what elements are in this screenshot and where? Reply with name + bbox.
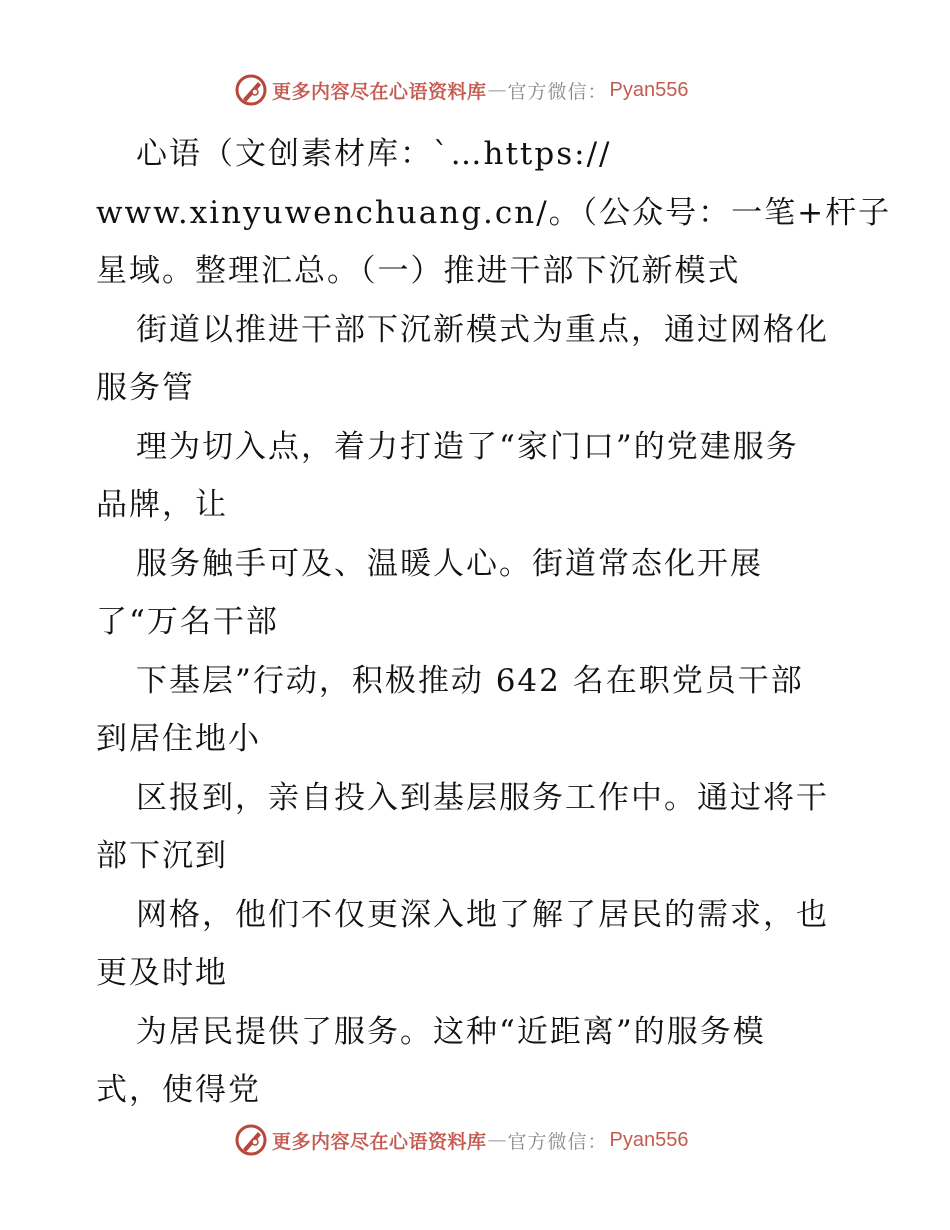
body-line: 网格，他们不仅更深入地了解了居民的需求，也 bbox=[136, 896, 829, 933]
body-line: www.xinyuwenchuang.cn/。（公众号：一笔+杆子 bbox=[96, 194, 892, 231]
banner-label: 官方微信： bbox=[507, 80, 608, 103]
body-line: 理为切入点，着力打造了“家门口”的党建服务 bbox=[136, 428, 799, 465]
body-line: 更及时地 bbox=[96, 955, 228, 991]
body-line: 到居住地小 bbox=[96, 721, 261, 757]
body-line: 式，使得党 bbox=[96, 1072, 261, 1108]
banner-wechat-id: Pyan556 bbox=[609, 78, 689, 101]
body-line: 部下沉到 bbox=[96, 838, 228, 874]
banner-main-text: 更多内容尽在心语资料库 bbox=[272, 1130, 487, 1153]
body-line: 服务管 bbox=[96, 370, 195, 406]
banner-wechat-id: Pyan556 bbox=[609, 1128, 689, 1151]
body-line: 品牌，让 bbox=[96, 487, 228, 523]
body-line: 下基层”行动，积极推动 642 名在职党员干部 bbox=[136, 662, 804, 699]
body-line: 了“万名干部 bbox=[96, 604, 279, 640]
body-line: 为居民提供了服务。这种“近距离”的服务模 bbox=[136, 1013, 766, 1050]
document-body bbox=[96, 125, 896, 1120]
body-line: 心语（文创素材库：`…https:// bbox=[136, 136, 612, 172]
banner-main-text: 更多内容尽在心语资料库 bbox=[272, 80, 487, 103]
footer-banner bbox=[234, 1122, 689, 1158]
banner-dash: — bbox=[487, 79, 507, 101]
banner-label: 官方微信： bbox=[507, 1130, 608, 1153]
pen-logo-icon bbox=[234, 73, 268, 107]
body-line: 服务触手可及、温暖人心。街道常态化开展 bbox=[136, 545, 763, 582]
body-line: 街道以推进干部下沉新模式为重点，通过网格化 bbox=[136, 311, 829, 348]
body-line: 区报到，亲自投入到基层服务工作中。通过将干 bbox=[136, 779, 829, 816]
banner-dash: — bbox=[487, 1129, 507, 1151]
header-banner bbox=[234, 72, 689, 108]
body-line: 星域。整理汇总。（一）推进干部下沉新模式 bbox=[96, 253, 741, 289]
pen-logo-icon bbox=[234, 1123, 268, 1157]
